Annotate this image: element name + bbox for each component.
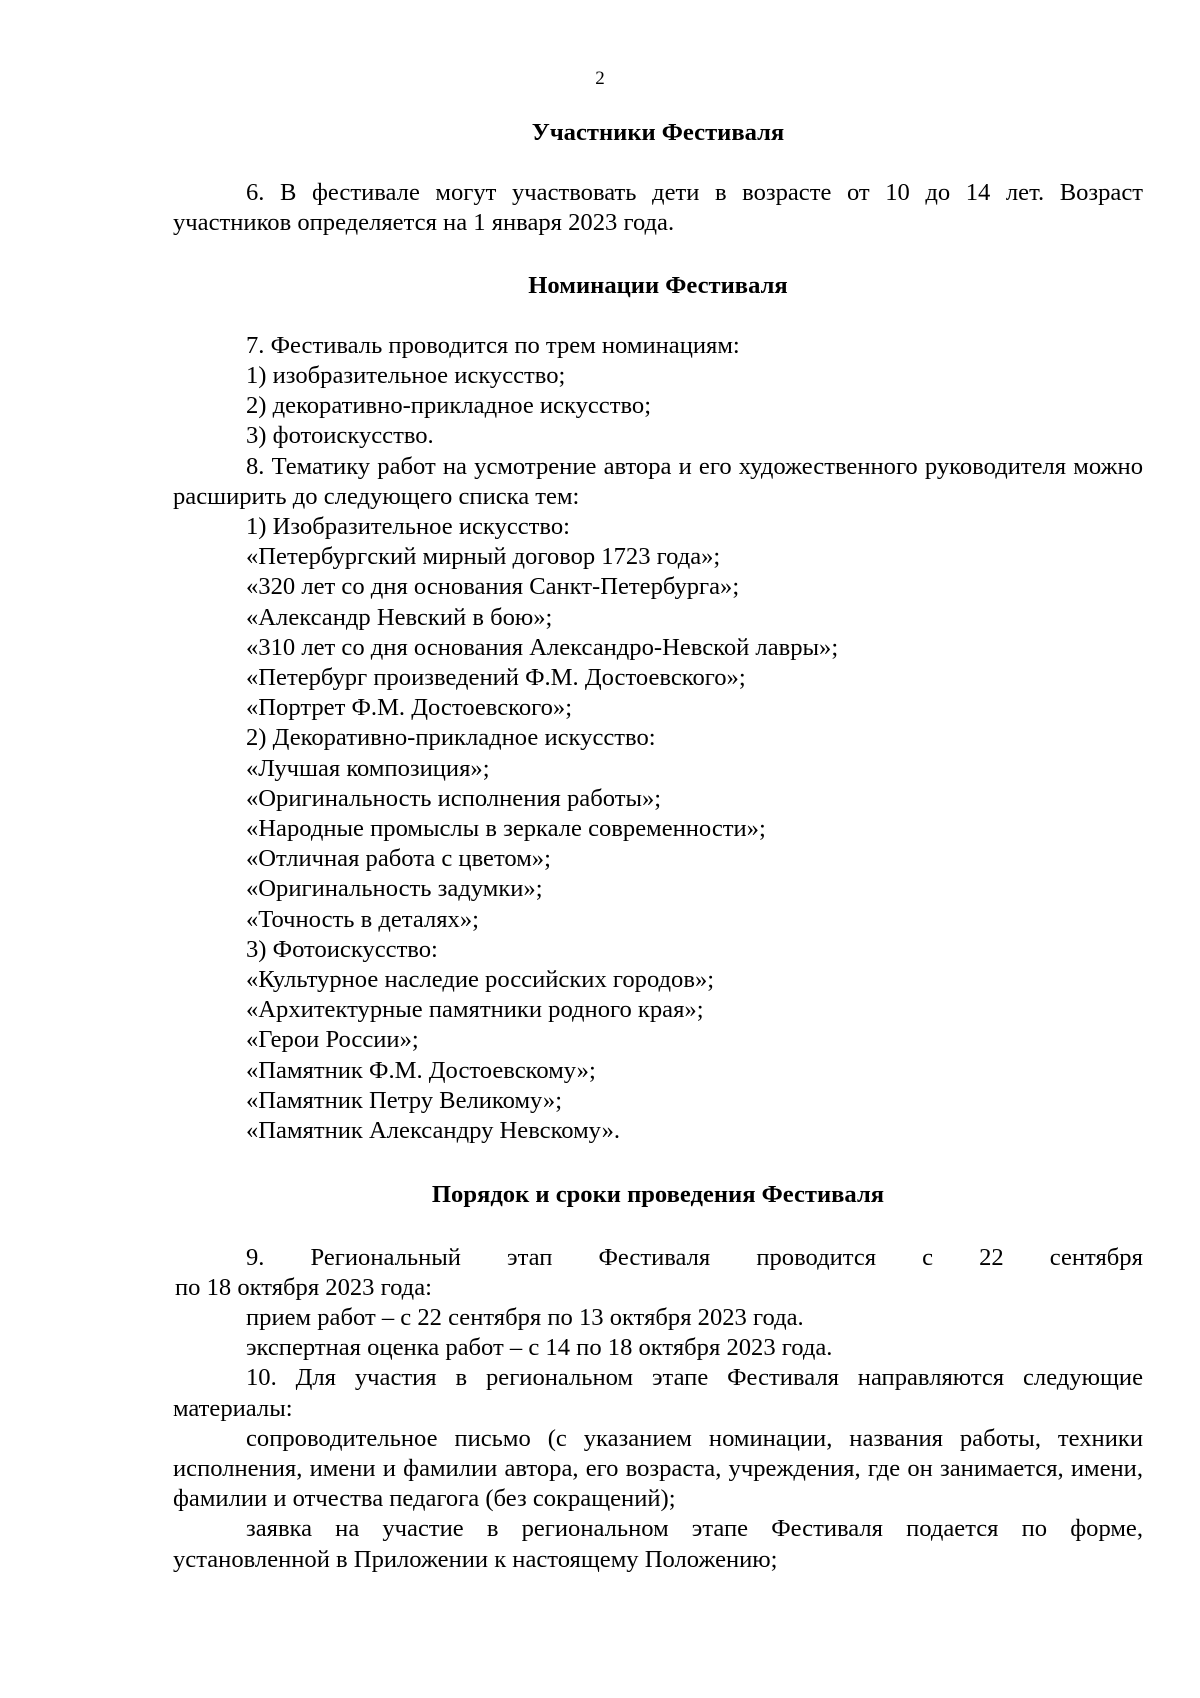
topic-category: 2) Декоративно-прикладное искусство: xyxy=(246,724,656,752)
topic-item: «Оригинальность задумки»; xyxy=(246,875,543,903)
topic-item: «Памятник Петру Великому»; xyxy=(246,1086,563,1114)
paragraph-9-continuation: по 18 октября 2023 года: xyxy=(175,1273,432,1301)
material-item: заявка на участие в региональном этапе Фестиваля подается по форме, установленной в Приложении к настоящему Положению; xyxy=(173,1515,1143,1573)
topic-item: «Портрет Ф.М. Достоевского»; xyxy=(246,694,573,722)
paragraph-9-first-line xyxy=(173,1243,1143,1273)
topic-category: 1) Изобразительное искусство: xyxy=(246,513,570,541)
paragraph-8: 8. Тематику работ на усмотрение автора и его художественного руководителя можно расширить до следующего списка тем: xyxy=(173,452,1143,510)
topic-item: «310 лет со дня основания Александро-Невской лавры»; xyxy=(246,633,839,661)
topic-item: «Петербургский мирный договор 1723 года»; xyxy=(246,543,721,571)
page-number: 2 xyxy=(595,68,605,89)
nomination-item: 2) декоративно-прикладное искусство; xyxy=(246,392,652,420)
topic-item: «Памятник Ф.М. Достоевскому»; xyxy=(246,1056,596,1084)
section-heading-nominations: Номинации Фестиваля xyxy=(528,271,788,299)
topic-item: «Оригинальность исполнения работы»; xyxy=(246,784,662,812)
schedule-item: прием работ – с 22 сентября по 13 октября 2023 года. xyxy=(246,1303,804,1331)
p9-word: проводится xyxy=(756,1243,877,1271)
p9-word: 22 xyxy=(979,1243,1004,1271)
topic-category: 3) Фотоискусство: xyxy=(246,935,438,963)
p9-word: Фестиваля xyxy=(598,1243,711,1271)
topic-item: «Герои России»; xyxy=(246,1026,419,1054)
topic-item: «Памятник Александру Невскому». xyxy=(246,1117,621,1145)
schedule-item: экспертная оценка работ – с 14 по 18 октября 2023 года. xyxy=(246,1334,833,1362)
topic-item: «320 лет со дня основания Санкт-Петербурга»; xyxy=(246,573,740,601)
topic-item: «Петербург произведений Ф.М. Достоевского»; xyxy=(246,664,746,692)
nomination-item: 3) фотоискусство. xyxy=(246,422,434,450)
topic-item: «Архитектурные памятники родного края»; xyxy=(246,996,704,1024)
topic-item: «Культурное наследие российских городов»; xyxy=(246,966,715,994)
document-body xyxy=(173,118,1143,1575)
p9-word: сентября xyxy=(1049,1243,1143,1271)
p9-word: этап xyxy=(507,1243,553,1271)
paragraph-6: 6. В фестивале могут участвовать дети в возрасте от 10 до 14 лет. Возраст участников определяется на 1 января 2023 года. xyxy=(173,179,1143,237)
paragraph-7: 7. Фестиваль проводится по трем номинациям: xyxy=(246,331,740,359)
p9-word: 9. xyxy=(246,1243,265,1271)
topic-item: «Александр Невский в бою»; xyxy=(246,603,553,631)
topic-item: «Народные промыслы в зеркале современности»; xyxy=(246,815,766,843)
topic-item: «Отличная работа с цветом»; xyxy=(246,845,551,873)
section-heading-participants: Участники Фестиваля xyxy=(531,119,785,146)
p9-word: Региональный xyxy=(310,1243,461,1271)
material-item: сопроводительное письмо (с указанием номинации, названия работы, техники исполнения, имени и фамилии автора, его возраста, учреждения, где он занимается, имени, фамилии и отчества педагога (без сокращений); xyxy=(173,1424,1143,1513)
nomination-item: 1) изобразительное искусство; xyxy=(246,362,566,390)
p9-word: с xyxy=(922,1243,934,1271)
topic-item: «Точность в деталях»; xyxy=(246,905,479,933)
topic-item: «Лучшая композиция»; xyxy=(246,754,490,782)
section-heading-procedure: Порядок и сроки проведения Фестиваля xyxy=(431,1181,885,1209)
paragraph-10: 10. Для участия в региональном этапе Фестиваля направляются следующие материалы: xyxy=(173,1364,1143,1422)
